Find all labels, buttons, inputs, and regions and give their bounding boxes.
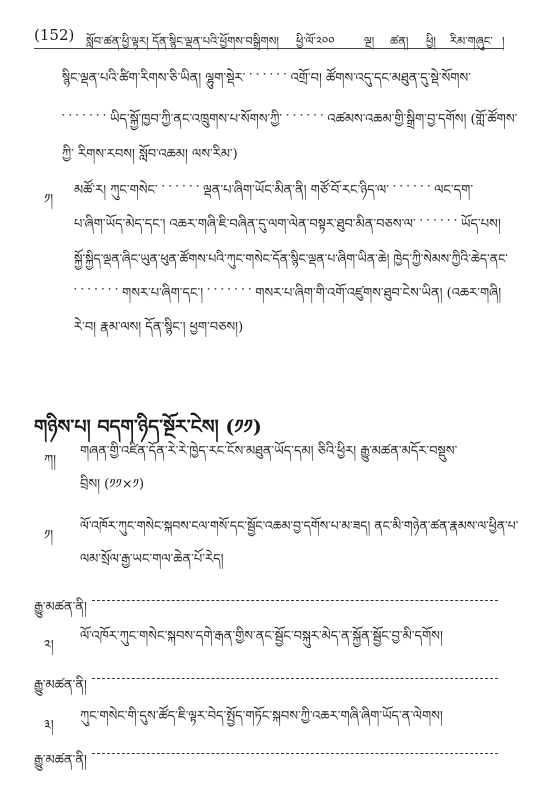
q1-line-1: མཚོ་ར། ཀུང་གསེང་ ་ ་ ་ ་ ་ ་ ལྡན་པ་ཞིག་ཡོང་མིན་ནི། གཙོ་བོ་རང་ཉིད་ལ་ ་ ་ ་ ་ ་ ་ ལང་དག་: [74, 183, 474, 198]
header-subject: ཚན།: [390, 34, 409, 48]
qka-number: ཀ།: [44, 453, 57, 468]
q4-answer-line[interactable]: [92, 753, 498, 754]
q4-number: ༣།: [44, 718, 54, 733]
qka-line-2: བྲིས། (༡༡×༡): [80, 477, 145, 492]
header-class: ལྔ།: [364, 34, 375, 48]
section-title: གཉིས་པ། བདག་ཉིད་སྔོར་ངེས། (༡༡): [34, 416, 262, 438]
q1-line-2: པ་ཞིག་ཡོད་མེད་དང་། འཆར་གཞི་ཇི་བཞིན་དུ་ལག་ལེན་བསྟར་ཐུབ་མིན་བཅས་ལ་ ་ ་ ་ ་ ་ ་ ཡོད་པས།: [74, 217, 501, 232]
q1-line-4: ་ ་ ་ ་ ་ ་ ་ གསར་པ་ཞིག་དང་། ་ ་ ་ ་ ་ ་ ་ གསར་པ་ཞིག་གི་འགོ་འཛུགས་ཐུབ་ངེས་ཡིན། (འཆར་གཞི།: [74, 286, 502, 301]
header-rule: [34, 48, 504, 49]
q2-answer-label: རྒྱུ་མཚན་ནི།: [34, 600, 87, 615]
q2-line-1: ལོ་འཁོར་ཀུང་གསེང་སྐབས་ངལ་གསོ་དང་སྦྱོང་འཆམ་བྱ་དགོས་པ་མ་ཟད། ནང་མི་གཉེན་ཚན་རྣམས་ལ་ཕྱིན་པ་: [80, 518, 519, 533]
q4-line-1: ཀུང་གསེང་གི་དུས་ཚོད་ཇི་ལྟར་བེད་སྤྱོད་གཏོང་སྐབས་ཀྱི་འཆར་གཞི་ཞིག་ཡོད་ན་ལེགས།: [80, 709, 443, 724]
q1-line-3: སྐྱོ་སྐྱིད་ལྡན་ཞིང་ཡུན་ཕུན་ཚོགས་པའི་ཀུང་གསེང་དོན་སྙིང་ལྡན་པ་ཞིག་ཡིན་ཆེ། ཁྱེད་ཀྱི་སེམས་ཀྱིའི་ཆེད་ནང་: [74, 251, 508, 266]
q1-number: ༡།: [44, 192, 54, 207]
header-part: ཕྱི།: [426, 34, 436, 48]
header-section: རིམ་གཞུང་: [450, 34, 493, 48]
header-grade: ཕྱི་ལོ་༢༠༠: [296, 34, 335, 48]
qka-line-1: གཞན་གྱི་འཛིན་དོན་རེ་རེ་ཁྱེད་རང་ངོས་མཐུན་ཡོད་དམ། ཅིའི་ཕྱིར། རྒྱུ་མཚན་མདོར་བསྡུས་: [80, 444, 458, 459]
intro-line-2: ་ ་ ་ ་ ་ ་ ་ ཡིད་སྐྱོ་ཁྱབ་ཀྱི་ནང་འཁྲུགས་པ་སོགས་ཀྱི་ ་ ་ ་ ་ ་ ་ འཚམས་འཆམ་གྱི་སྒྲིག་བྱ་དགོས། (གློ་ཚོགས་: [62, 112, 518, 127]
page-number: (152): [34, 26, 75, 44]
q3-line-1: ལོ་འཁོར་ཀུང་གསེང་སྐབས་དགེ་རྒན་གྱིས་ནང་སྦྱོང་བསྐུར་མེད་ན་སྐྱོན་སྦྱོང་བྱ་མི་དགོས།: [80, 629, 443, 644]
q1-line-5: རེ་བ། རྣམ་ལས། དོན་སྙིང་། ཕྱག་བཅས།): [74, 320, 244, 335]
q2-line-2: ལམ་སྲོལ་རྒྱ་ཡང་གལ་ཆེན་པོ་རེད།: [80, 552, 224, 567]
q2-number: ༡།: [44, 528, 54, 543]
q3-answer-label: རྒྱུ་མཚན་ནི།: [34, 678, 87, 693]
q3-answer-line[interactable]: [92, 678, 498, 679]
intro-line-1: སྙིང་ལྡན་པའི་ཚིག་རིགས་ཅི་ཡིན། ལྷུག་སྡེར་ ་ ་ ་ ་ ་ ་ འགྲོ་བ། ཚོགས་འདུ་དང་མཐུན་དུ་སྡེ་སོགས་: [62, 71, 471, 86]
q2-answer-line[interactable]: [92, 600, 498, 601]
running-header: [34, 22, 514, 50]
header-end-mark: །: [502, 34, 505, 48]
q4-answer-label: རྒྱུ་མཚན་ནི།: [34, 753, 87, 768]
running-title: སློབ་ཚན་ཕྱི་ལྟར། དོན་སྙིང་ལྡན་པའི་ཕྱོགས་བསྒྲིགས།: [86, 34, 279, 48]
intro-line-3: ཀྱི་ རིགས་རབས། སློབ་འཆམ། ལས་རིམ་): [62, 147, 238, 162]
q3-number: ༢།: [44, 638, 54, 653]
